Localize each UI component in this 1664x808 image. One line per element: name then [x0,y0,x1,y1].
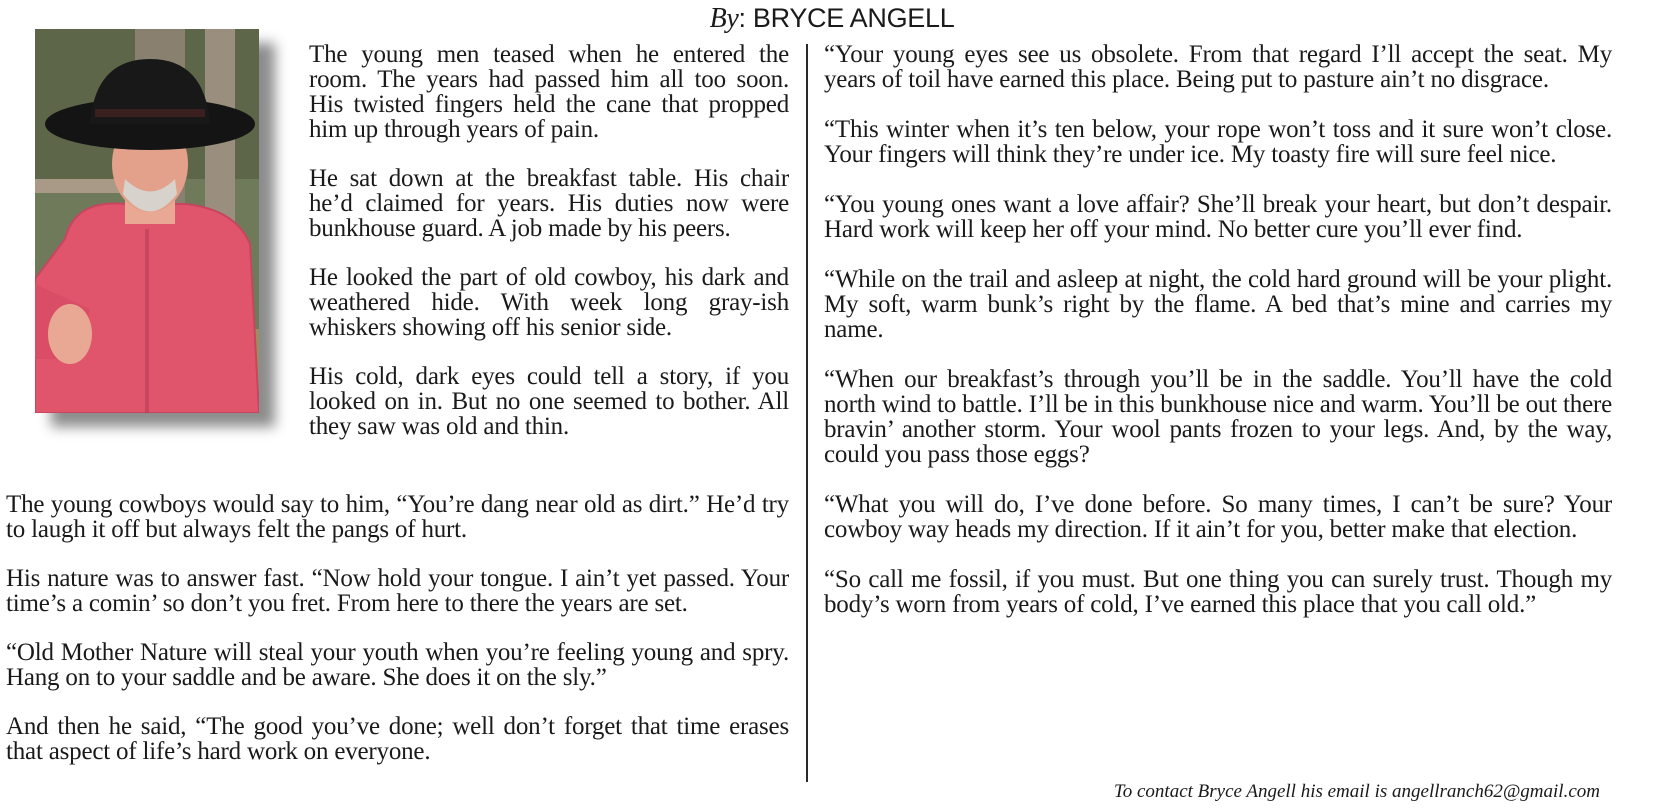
poem-column-left-top [309,42,789,463]
byline-by: By [709,3,739,34]
column-divider [806,44,808,782]
author-photo [35,29,259,413]
stanza: “While on the trail and asleep at night, the cold hard ground will be your plight. My soft, warm bunk’s right by the flame. A bed that’s mine and carries my name. [824,266,1612,343]
stanza: His cold, dark eyes could tell a story, if you looked on in. But no one seemed to bother. All they saw was old and thin. [309,363,789,440]
poem-column-right [824,42,1612,642]
stanza: “This winter when it’s ten below, your rope won’t toss and it sure won’t close. Your fingers will think they’re under ice. My toasty fire will sure feel nice. [824,116,1612,168]
stanza: His nature was to answer fast. “Now hold your tongue. I ain’t yet passed. Your time’s a comin’ so don’t you fret. From here to there the years are set. [6,565,789,617]
stanza: “What you will do, I’ve done before. So many times, I can’t be sure? Your cowboy way heads my direction. If it ain’t for you, better make that election. [824,491,1612,543]
stanza: “When our breakfast’s through you’ll be in the saddle. You’ll have the cold north wind to battle. I’ll be in this bunkhouse nice and warm. You’ll be out there bravin’ another storm. Your wool pants frozen to your legs. And, by the way, could you pass those eggs? [824,366,1612,468]
byline-author: : BRYCE ANGELL [738,3,955,33]
stanza: And then he said, “The good you’ve done; well don’t forget that time erases that aspect of life’s hard work on everyone. [6,713,789,765]
contact-line: To contact Bryce Angell his email is angellranch62@gmail.com [1113,781,1600,802]
stanza: “Old Mother Nature will steal your youth when you’re feeling young and spry. Hang on to your saddle and be aware. She does it on the sly.” [6,639,789,691]
stanza: The young men teased when he entered the room. The years had passed him all too soon. His twisted fingers held the cane that propped him up through years of pain. [309,41,789,143]
stanza: He sat down at the breakfast table. His chair he’d claimed for years. His duties now were bunkhouse guard. A job made by his peers. [309,165,789,242]
stanza: “So call me fossil, if you must. But one thing you can surely trust. Though my body’s worn from years of cold, I’ve earned this place that you call old.” [824,566,1612,618]
stanza: “Your young eyes see us obsolete. From that regard I’ll accept the seat. My years of toil have earned this place. Being put to pasture ain’t no disgrace. [824,41,1612,93]
poem-column-left-bottom [6,492,789,788]
stanza: The young cowboys would say to him, “You’re dang near old as dirt.” He’d try to laugh it off but always felt the pangs of hurt. [6,491,789,543]
stanza: He looked the part of old cowboy, his dark and weathered hide. With week long gray-ish whiskers showing off his senior side. [309,264,789,341]
stanza: “You young ones want a love affair? She’ll break your heart, but don’t despair. Hard work will keep her off your mind. No better cure you’ll ever find. [824,191,1612,243]
author-photo-illustration [35,29,259,413]
